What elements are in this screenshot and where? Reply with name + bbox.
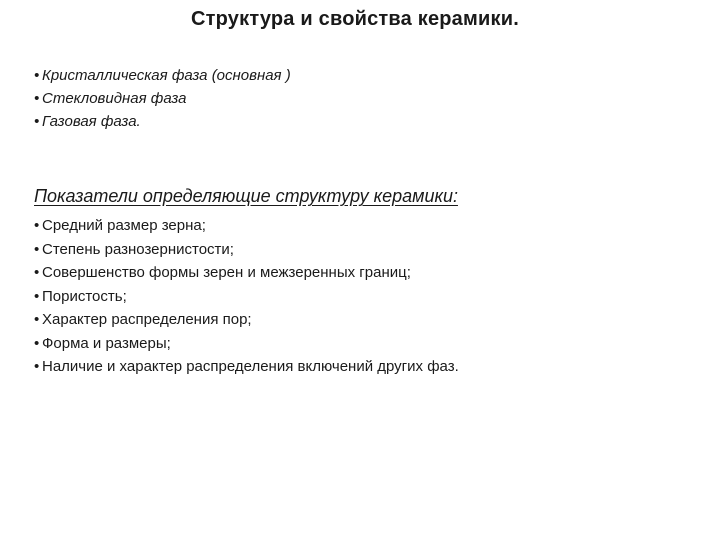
list-item: • Пористость; <box>34 285 459 309</box>
indicators-list <box>34 214 459 379</box>
list-item: • Совершенство формы зерен и межзеренных границ; <box>34 261 459 285</box>
indicators-heading: Показатели определяющие структуру керамики: <box>34 186 458 206</box>
list-item: • Характер распределения пор; <box>34 308 459 332</box>
bullet-icon: • <box>34 264 40 281</box>
list-item: • Средний размер зерна; <box>34 214 459 238</box>
list-item: • Газовая фаза. <box>34 110 291 133</box>
list-item: • Степень разнозернистости; <box>34 238 459 262</box>
bullet-icon: • <box>34 113 40 130</box>
bullet-icon: • <box>34 358 40 375</box>
bullet-icon: • <box>34 311 40 328</box>
list-item: • Кристаллическая фаза (основная ) <box>34 64 291 87</box>
phases-list <box>34 64 291 133</box>
bullet-icon: • <box>34 334 40 352</box>
slide-title: Структура и свойства керамики. <box>191 8 519 30</box>
bullet-icon: • <box>34 287 40 305</box>
bullet-icon: • <box>34 240 40 258</box>
list-item: • Форма и размеры; <box>34 332 459 356</box>
bullet-icon: • <box>34 217 40 234</box>
bullet-icon: • <box>34 90 40 107</box>
bullet-icon: • <box>34 67 40 84</box>
list-item: • Наличие и характер распределения включений других фаз. <box>34 355 459 379</box>
list-item: • Стекловидная фаза <box>34 87 291 110</box>
